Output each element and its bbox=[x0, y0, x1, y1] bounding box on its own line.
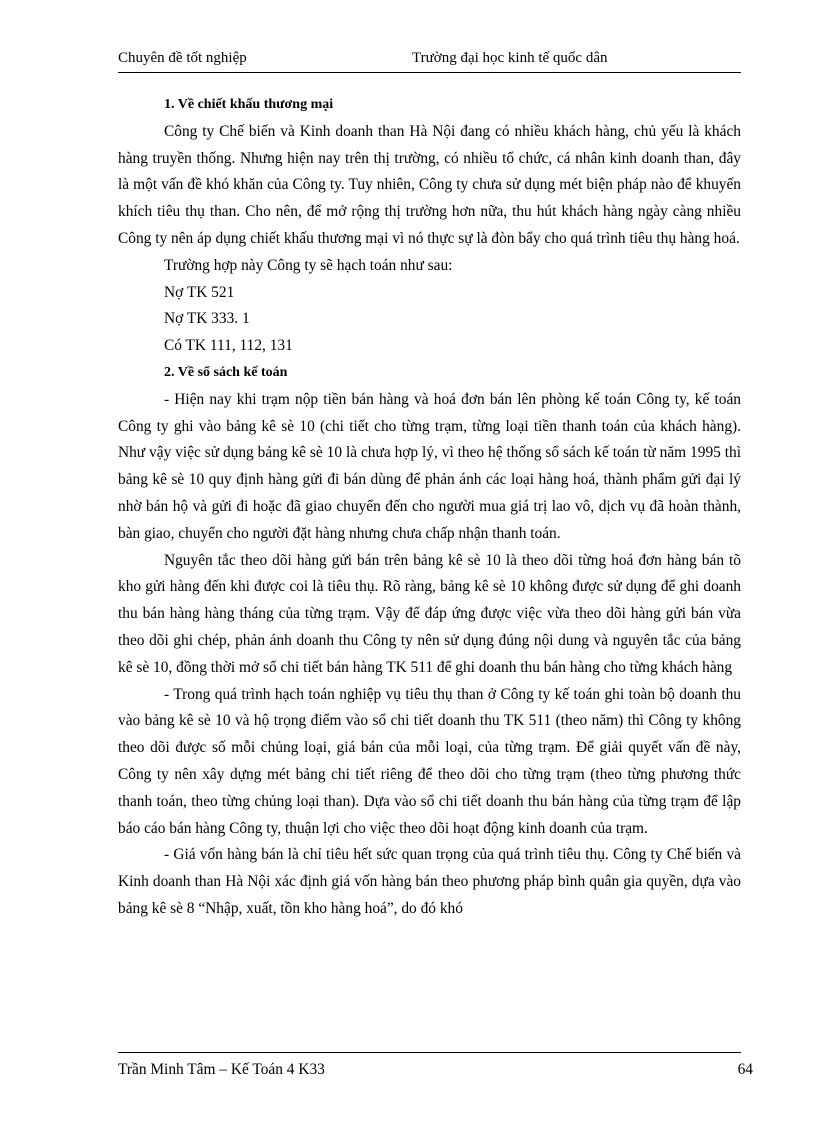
header-document-type: Chuyên đề tốt nghiệp bbox=[118, 50, 247, 66]
page-footer bbox=[118, 1052, 753, 1083]
paragraph-ledger-station-detail: - Trong quá trình hạch toán nghiệp vụ tiêu thụ than ở Công ty kế toán ghi toàn bộ doanh thu vào bảng kê sè 10 và hộ trọng điểm vào sổ chi tiết doanh thu TK 511 (theo năm) thì Công ty không theo dõi được số mỗi chủng loại, giá bán của mỗi loại, của từng trạm. Để giải quyết vấn đề này, Công ty nên xây dựng mét bảng chi tiết riêng để theo dõi cho từng trạm (theo từng phương thức thanh toán, theo từng chủng loại than). Dựa vào sổ chi tiết doanh thu bán hàng của từng trạm để lập báo cáo bán hàng Công ty, thuận lợi cho việc theo dõi hoạt động kinh doanh của trạm. bbox=[118, 685, 741, 837]
journal-entry-debit-3331: Nợ TK 333. 1 bbox=[164, 310, 250, 328]
paragraph-ledger-current-practice: - Hiện nay khi trạm nộp tiền bán hàng và hoá đơn bán lên phòng kế toán Công ty, kế toán Công ty ghi vào bảng kê sè 10 (chi tiết cho từng trạm, từng loại tiền thanh toán của khách hàng). Như vậy việc sử dụng bảng kê sè 10 là chưa hợp lý, vì theo hệ thống sổ sách kế toán từ năm 1995 thì bảng kê sè 10 quy định hàng gửi đi bán dùng để phản ánh các loại hàng hoá, thành phẩm gửi đại lý nhờ bán hộ và gửi đi hoặc đã giao chuyển đến cho người mua giá trị lao vô, dịch vụ đã hoàn thành, bàn giao, chuyển cho người đặt hàng nhưng chưa chấp nhận thanh toán. bbox=[118, 390, 741, 542]
paragraph-ledger-principle: Nguyên tắc theo dõi hàng gửi bán trên bảng kê sè 10 là theo dõi từng hoá đơn hàng bán tõ kho gửi hàng đến khi được coi là tiêu thụ. Rõ ràng, bảng kê sè 10 không được sử dụng để ghi doanh thu bán hàng hàng tháng của từng trạm. Vậy để đáp ứng được việc vừa theo dõi hàng gửi bán vừa theo dõi ghi chép, phản ánh doanh thu Công ty nên sử dụng đúng nội dung và nguyên tắc của bảng kê sè 10, đồng thời mở sổ chi tiết bán hàng TK 511 để ghi doanh thu bán hàng cho từng khách hàng bbox=[118, 551, 741, 676]
footer-author: Trần Minh Tâm – Kế Toán 4 K33 bbox=[118, 1061, 325, 1078]
journal-entry-credit: Có TK 111, 112, 131 bbox=[164, 337, 293, 355]
journal-entry-debit-521: Nợ TK 521 bbox=[164, 283, 235, 301]
page-number: 64 bbox=[737, 1061, 753, 1078]
paragraph-trade-discount: Công ty Chế biến và Kinh doanh than Hà Nội đang có nhiều khách hàng, chủ yếu là khách hàng truyền thống. Nhưng hiện nay trên thị trường, có nhiều tổ chức, cá nhân kinh doanh than, đây là một vấn đề khó khăn của Công ty. Tuy nhiên, Công ty chưa sử dụng mét biện pháp nào để khuyến khích tiêu thụ than. Cho nên, để mở rộng thị trường hơn nữa, thu hút khách hàng ngày càng nhiều Công ty nên áp dụng chiết khấu thương mại vì nó thực sự là đòn bẩy cho quá trình tiêu thụ hàng hoá. bbox=[118, 122, 741, 247]
header-university: Trường đại học kinh tế quốc dân bbox=[412, 50, 608, 66]
paragraph-accounting-intro: Trường hợp này Công ty sẽ hạch toán như sau: bbox=[164, 256, 453, 274]
paragraph-cost-of-goods: - Giá vốn hàng bán là chỉ tiêu hết sức quan trọng của quá trình tiêu thụ. Công ty Chế biến và Kinh doanh than Hà Nội xác định giá vốn hàng bán theo phương pháp bình quân gia quyền, dựa vào bảng kê sè 8 “Nhập, xuất, tồn kho hàng hoá”, do đó khó bbox=[118, 846, 741, 917]
page-header bbox=[118, 48, 741, 73]
document-body bbox=[118, 92, 741, 923]
section-heading-trade-discount: 1. Về chiết khấu thương mại bbox=[164, 97, 334, 112]
section-heading-ledgers: 2. Về sổ sách kế toán bbox=[164, 364, 288, 380]
